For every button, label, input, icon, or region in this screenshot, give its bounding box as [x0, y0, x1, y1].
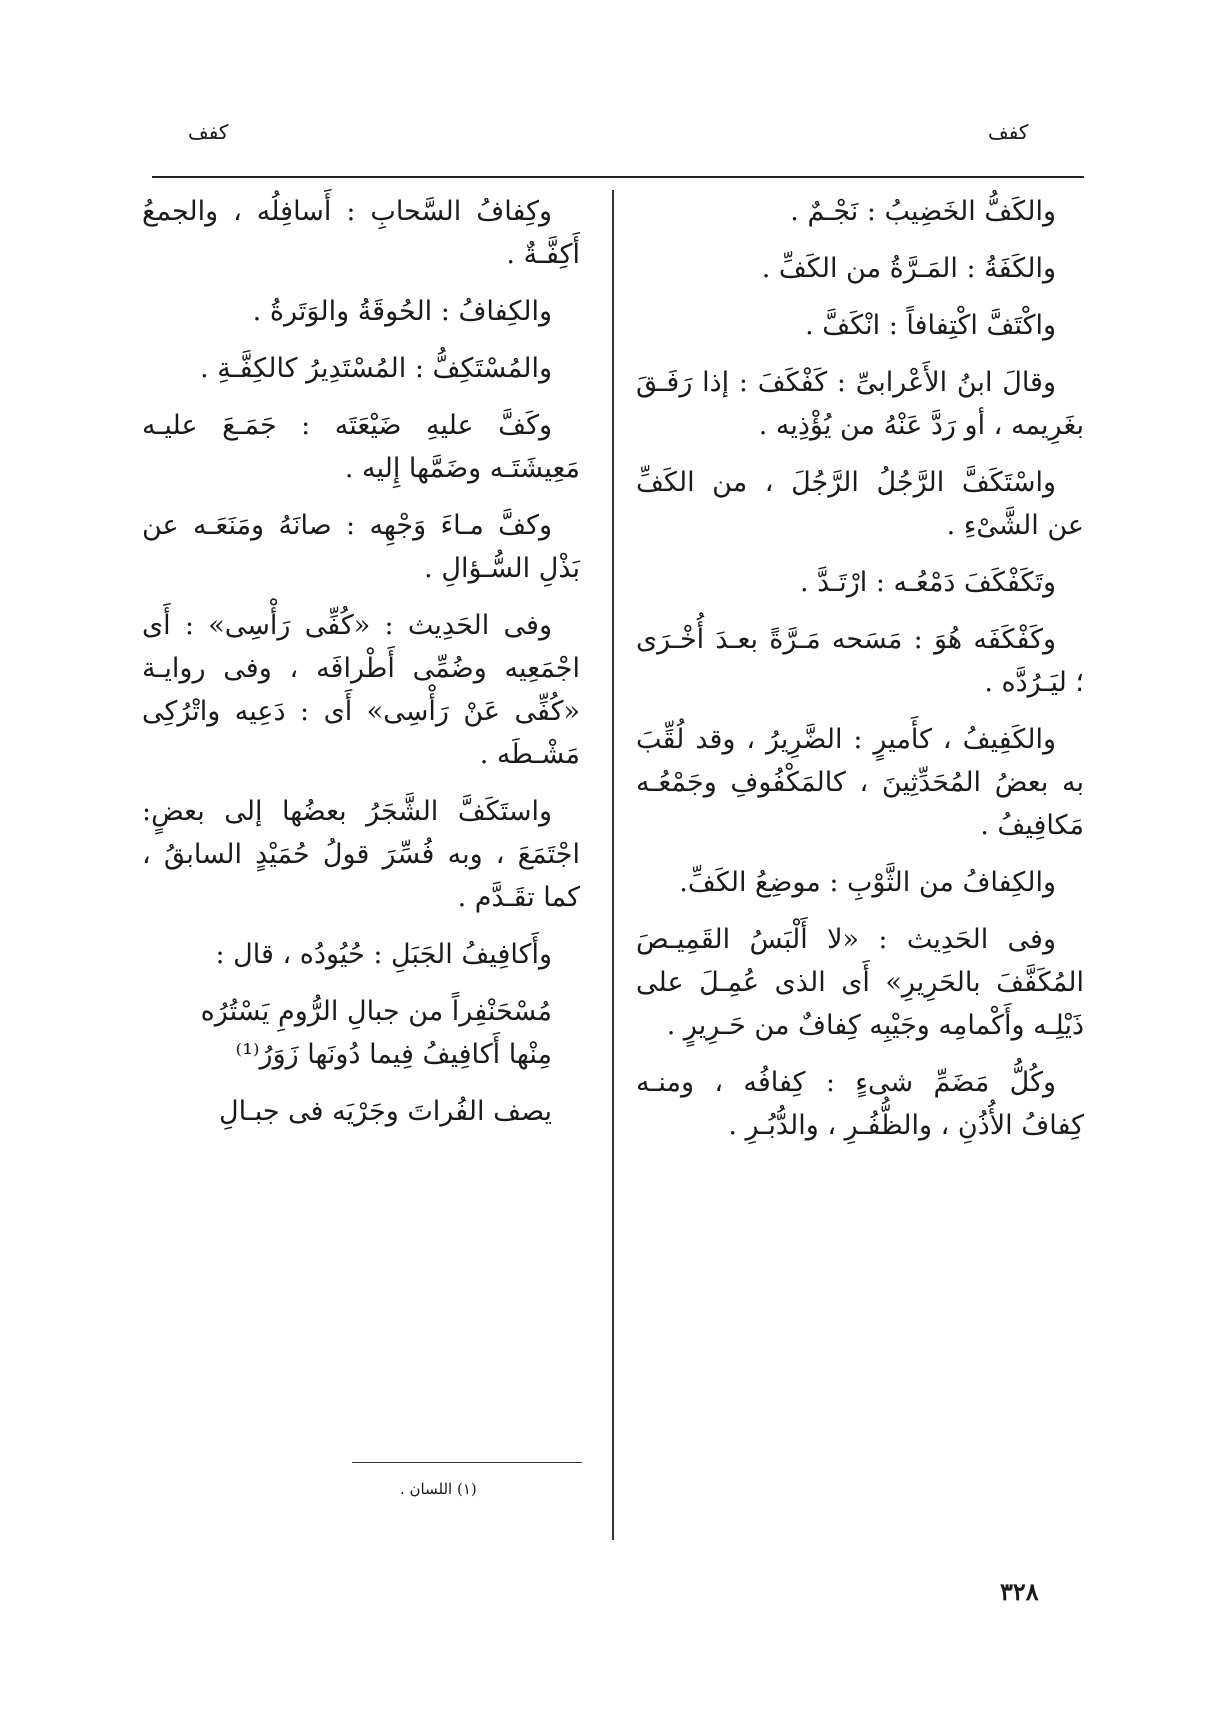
entry-paragraph: واسْتَكَفَّ الرَّجُلُ الرَّجُلَ ، من الكَفِّ عن الشَّىْءِ .	[636, 467, 1084, 541]
entry-paragraph: وكُلُّ مَضَمِّ شىءٍ : كِفافُه ، ومنـه كِفافُ الأُذُنِ ، والظُّفُـرِ ، والدُّبُـرِ .	[636, 1067, 1084, 1141]
entry-paragraph: وكِفافُ السَّحابِ : أَسافِلُه ، والجمعُ أَكِفَّـةٌ .	[142, 196, 580, 270]
entry-paragraph: وفى الحَدِيث : «لا أَلْبَسُ القَمِيـصَ المُكَفَّفَ بالحَرِيرِ» أَى الذى عُمِـلَ على ذَيْلِـه وأَكْمامِه وجَيْبِه كِفافٌ من حَـرِيرٍ .	[636, 924, 1084, 1041]
entry-paragraph: وكفَّ مـاءَ وَجْهِه : صانَهُ ومَنَعَـه عن بَذْلِ السُّـؤالِ .	[142, 510, 580, 584]
entry-paragraph: وكَفَّ عليهِ ضَيْعَتَه : جَمَـعَ عليـه مَعِيشَتَـه وضَمَّها إِليه .	[142, 410, 580, 484]
entry-paragraph: وفى الحَدِيث : «كُفِّى رَأْسِى» : أَى اجْمَعِيه وضُمِّى أَطْرافَه ، وفى روايـة «كُفِّى عَنْ رَأْسِى» أَى : دَعِيه واتْرُكِى مَشْـطَه .	[142, 610, 580, 770]
entry-paragraph: واكْتَفَّ اكْتِفافاً : انْكَفَّ .	[805, 310, 1056, 341]
page-number: ٣٢٨	[1000, 1577, 1039, 1606]
left-column	[142, 190, 580, 1147]
entry-paragraph: وكَفْكَفَه هُوَ : مَسَحه مَـرَّةً بعـدَ أُخْـرَى ؛ ليَـرُدَّه .	[636, 624, 1084, 698]
right-column	[636, 190, 1084, 1161]
entry-paragraph: والمُسْتَكِفُّ : المُسْتَدِيرُ كالكِفَّـةِ .	[200, 353, 552, 384]
footnote-rule	[352, 1462, 582, 1463]
poem-line-1: مُسْحَنْفِراً من جبالِ الرُّومِ يَسْتُرُه	[200, 996, 552, 1027]
entry-paragraph: واستَكَفَّ الشَّجَرُ بعضُها إلى بعضٍ: اجْتَمَعَ ، وبه فُسِّرَ قولُ حُمَيْدٍ السابقُ ، كما تقَـدَّم .	[142, 796, 580, 913]
poem-line-2: مِنْها أَكافِيفُ فِيما دُونَها زَوَرُ⁽¹⁾	[235, 1039, 552, 1070]
entry-paragraph: والكِفافُ من الثَّوْبِ : موضِعُ الكَفِّ.	[679, 867, 1056, 898]
running-header-left: كفف	[188, 120, 229, 144]
header-rule	[152, 176, 1084, 178]
footnote: (١) اللسان .	[400, 1480, 477, 1498]
running-header-right: كفف	[988, 120, 1029, 144]
entry-paragraph: والكَفِيفُ ، كأَميرٍ : الضَّرِيرُ ، وقد لُقِّبَ به بعضُ المُحَدِّثِينَ ، كالمَكْفُوفِ وجَمْعُـه مَكافِيفُ .	[636, 724, 1084, 841]
column-divider	[612, 190, 614, 1540]
entry-paragraph: والكِفافُ : الحُوقَةُ والوَتَرةُ .	[252, 296, 552, 327]
entry-paragraph: يصف الفُراتَ وجَرْيَه فى جبـالِ	[218, 1096, 552, 1127]
entry-paragraph: وأَكافِيفُ الجَبَلِ : حُيُودُه ، قال :	[215, 939, 552, 970]
entry-paragraph: وقالَ ابنُ الأَعْرابىِّ : كَفْكَفَ : إذا رَفَـقَ بغَرِيمه ، أو رَدَّ عَنْهُ من يُؤْذِيه .	[636, 367, 1084, 441]
entry-paragraph: والكَفُّ الخَضِيبُ : نَجْـمٌ .	[790, 196, 1056, 227]
entry-paragraph: وتَكَفْكَفَ دَمْعُـه : ارْتَـدَّ .	[799, 567, 1056, 598]
entry-paragraph: والكَفَةُ : المَـرَّةُ من الكَفِّ .	[761, 253, 1056, 284]
